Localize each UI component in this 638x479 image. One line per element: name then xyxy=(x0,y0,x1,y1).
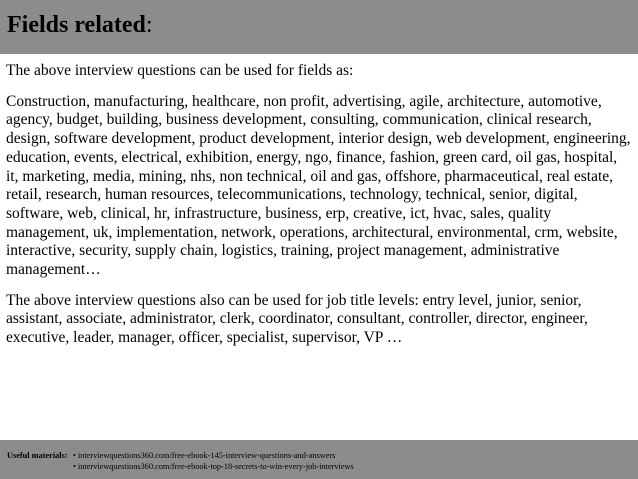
footer-row-1 xyxy=(7,450,638,461)
footer-label-colon: : xyxy=(64,451,68,460)
content-body xyxy=(6,62,632,360)
footer-bar xyxy=(0,440,638,479)
footer-row-2 xyxy=(7,461,638,472)
slide-title-colon: : xyxy=(145,12,153,38)
footer-label-spacer xyxy=(7,461,73,472)
intro-paragraph: The above interview questions can be used for fields as: xyxy=(6,62,354,79)
slide-title: Fields related xyxy=(7,12,146,38)
title-bar xyxy=(0,0,638,54)
job-levels-paragraph: The above interview questions also can be used for job title levels: entry level, junior, senior, assistant, associate, administrator, clerk, coordinator, consultant, controller, director, engineer, executive, leader, manager, officer, specialist, supervisor, VP … xyxy=(6,291,588,347)
fields-paragraph: Construction, manufacturing, healthcare, non profit, advertising, agile, architecture, automotive, agency, budget, building, business development, consulting, communication, clinical research, design, software development, product development, interior design, web development, engineering, education, events, electrical, exhibition, energy, ngo, finance, fashion, green card, oil gas, hospital, it, marketing, media, mining, nhs, non technical, oil and gas, offshore, pharmaceutical, real estate, retail, research, human resources, telecommunications, technology, technical, senior, digital, software, web, clinical, hr, infrastructure, business, erp, creative, ict, hvac, sales, quality management, uk, implementation, network, operations, architectural, environmental, crm, website, interactive, security, supply chain, logistics, training, project management, administrative management… xyxy=(6,92,631,279)
footer-label xyxy=(7,450,73,461)
footer-link-1[interactable]: • interviewquestions360.com/free-ebook-145-interview-questions-and-answers xyxy=(73,451,336,460)
footer-link-2[interactable]: • interviewquestions360.com/free-ebook-top-18-secrets-to-win-every-job-interviews xyxy=(73,462,354,471)
footer-label-text: Useful materials xyxy=(7,451,65,460)
